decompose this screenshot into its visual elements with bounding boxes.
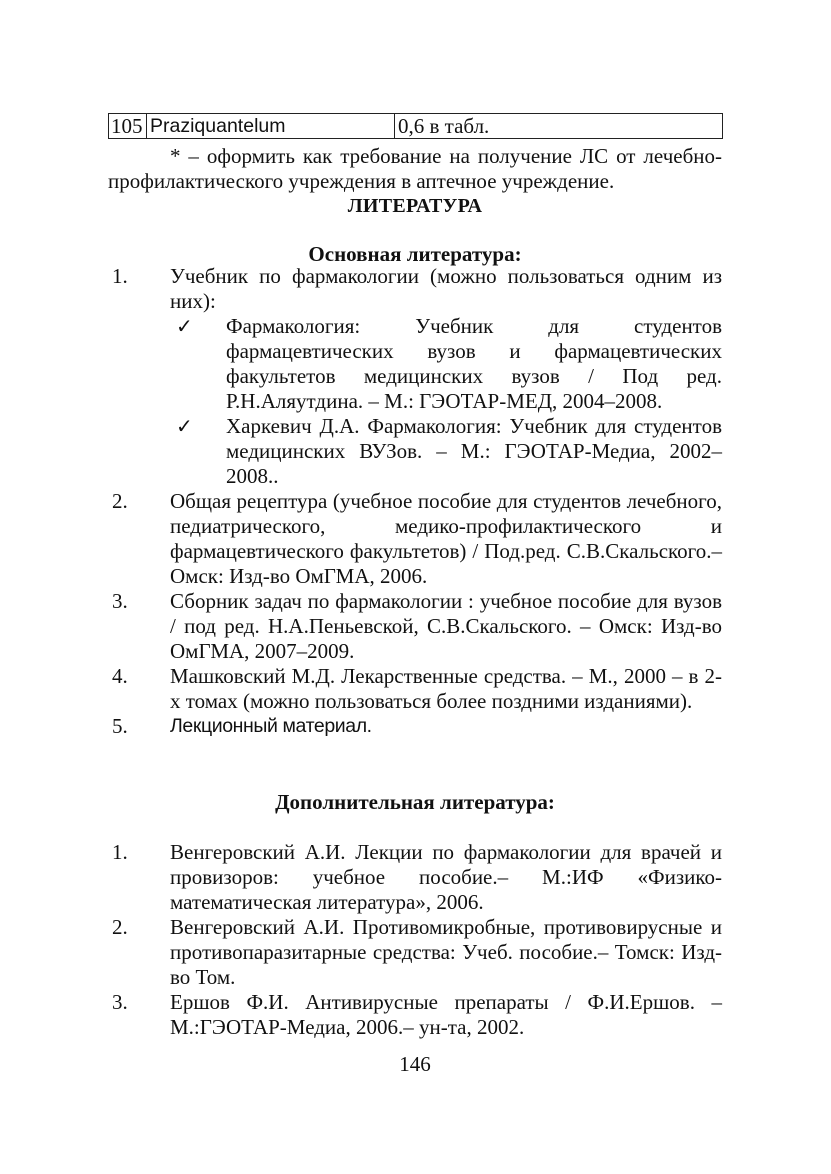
item-text: Венгеровский А.И. Противомикробные, противовирусные и противопаразитарные средства: Учеб. пособие.– Томск: Изд-во Том.	[170, 915, 722, 989]
sub-list-item	[170, 314, 722, 414]
main-literature-list	[108, 264, 722, 739]
main-literature-heading: Основная литература:	[308, 242, 522, 266]
item-number: 2.	[112, 489, 128, 513]
sub-item-text: Харкевич Д.А. Фармакология: Учебник для студентов медицинских ВУЗов. – М.: ГЭОТАР-Медиа, 2002–2008..	[226, 414, 722, 488]
item-text: Сборник задач по фармакологии : учебное пособие для вузов / под ред. Н.А.Пеньевской, С.В.Скальского. – Омск: Изд-во ОмГМА, 2007–2009.	[170, 589, 722, 663]
list-item	[108, 714, 722, 739]
table-row	[109, 114, 723, 139]
item-number: 1.	[112, 264, 128, 288]
item-number: 3.	[112, 990, 128, 1014]
item-number: 2.	[112, 915, 128, 939]
list-item	[108, 264, 722, 314]
item-number: 3.	[112, 589, 128, 613]
item-text: Венгеровский А.И. Лекции по фармакологии для врачей и провизоров: учебное пособие.– М.:ИФ «Физико-математическая литература», 2006.	[170, 840, 722, 914]
list-item	[108, 990, 722, 1040]
item-text: Лекционный материал.	[170, 715, 372, 737]
item-text: Машковский М.Д. Лекарственные средства. – М., 2000 – в 2-х томах (можно пользоваться более поздними изданиями).	[170, 664, 722, 713]
footnote: * – оформить как требование на получение ЛС от лечебно-профилактического учреждения в аптечное учреждение.	[108, 144, 722, 193]
additional-literature-heading: Дополнительная литература:	[275, 790, 555, 814]
sub-list-item	[170, 414, 722, 489]
item-number: 4.	[112, 664, 128, 688]
item-text: Ершов Ф.И. Антивирусные препараты / Ф.И.Ершов. – М.:ГЭОТАР-Медиа, 2006.– ун-та, 2002.	[170, 990, 722, 1039]
item-text: Общая рецептура (учебное пособие для студентов лечебного, педиатрического, медико-профилактического и фармацевтического факультетов) / Под.ред. С.В.Скальского.– Омск: Изд-во ОмГМА, 2006.	[170, 489, 722, 588]
item-number: 5.	[112, 714, 128, 738]
list-item	[108, 840, 722, 915]
list-item	[108, 489, 722, 589]
additional-literature-list	[108, 840, 722, 1040]
checkmark-icon: ✓	[176, 314, 193, 338]
drug-name: Praziquantelum	[147, 114, 395, 139]
sub-item-text: Фармакология: Учебник для студентов фармацевтических вузов и фармацевтических факультетов медицинских вузов / Под ред. Р.Н.Аляутдина. – М.: ГЭОТАР-МЕД, 2004–2008.	[226, 314, 722, 413]
drug-dose: 0,6 в табл.	[395, 114, 723, 139]
checkmark-icon: ✓	[176, 414, 193, 438]
page-number: 146	[399, 1052, 431, 1076]
item-text: Учебник по фармакологии (можно пользоваться одним из них):	[170, 264, 722, 313]
item-number: 1.	[112, 840, 128, 864]
drug-table	[108, 113, 723, 139]
list-item	[108, 589, 722, 664]
literature-heading: ЛИТЕРАТУРА	[347, 195, 483, 217]
list-item	[108, 664, 722, 714]
list-item	[108, 915, 722, 990]
row-number: 105	[109, 114, 147, 139]
